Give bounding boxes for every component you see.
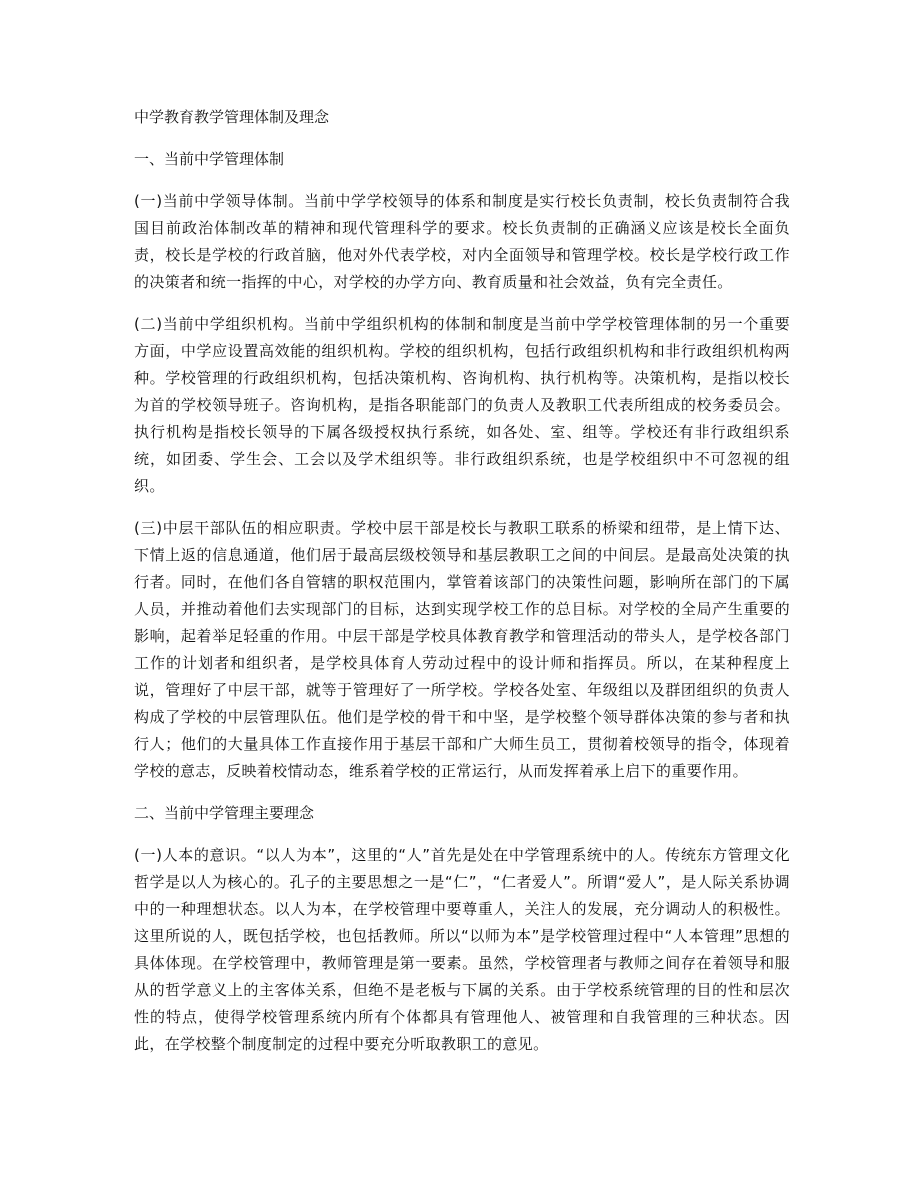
paragraph-leadership-system: (一)当前中学领导体制。当前中学学校领导的体系和制度是实行校长负责制，校长负责制符合我国目前政治体制改革的精神和现代管理科学的要求。校长负责制的正确涵义应该是校长全面负责，校长是学校的行政首脑，他对外代表学校，对内全面领导和管理学校。校长是学校行政工作的决策者和统一指挥的中心，对学校的办学方向、教育质量和社会效益，负有完全责任。: [134, 192, 790, 291]
paragraph-organization-structure: (二)当前中学组织机构。当前中学组织机构的体制和制度是当前中学学校管理体制的另一个重要方面，中学应设置高效能的组织机构。学校的组织机构，包括行政组织机构和非行政组织机构两种。学校管理的行政组织机构，包括决策机构、咨询机构、执行机构等。决策机构，是指以校长为首的学校领导班子。咨询机构，是指各职能部门的负责人及教职工代表所组成的校务委员会。执行机构是指校长领导的下属各级授权执行系统，如各处、室、组等。学校还有非行政组织系统，如团委、学生会、工会以及学术组织等。非行政组织系统，也是学校组织中不可忽视的组织。: [134, 315, 790, 495]
section-heading-1: 一、当前中学管理体制: [134, 150, 285, 168]
section-heading-2: 二、当前中学管理主要理念: [134, 804, 315, 822]
paragraph-middle-cadres: (三)中层干部队伍的相应职责。学校中层干部是校长与教职工联系的桥梁和纽带，是上情下达、下情上返的信息通道，他们居于最高层级校领导和基层教职工之间的中间层。是最高处决策的执行者。同时，在他们各自管辖的职权范围内，掌管着该部门的决策性问题，影响所在部门的下属人员，并推动着他们去实现部门的目标，达到实现学校工作的总目标。对学校的全局产生重要的影响，起着举足轻重的作用。中层干部是学校具体教育教学和管理活动的带头人，是学校各部门工作的计划者和组织者，是学校具体育人劳动过程中的设计师和指挥员。所以，在某种程度上说，管理好了中层干部，就等于管理好了一所学校。学校各处室、年级组以及群团组织的负责人构成了学校的中层管理队伍。他们是学校的骨干和中坚，是学校整个领导群体决策的参与者和执行人；他们的大量具体工作直接作用于基层干部和广大师生员工，贯彻着校领导的指令，体现着学校的意志，反映着校情动态，维系着学校的正常运行，从而发挥着承上启下的重要作用。: [134, 519, 790, 780]
document-title: 中学教育教学管理体制及理念: [134, 108, 330, 126]
paragraph-people-oriented: (一)人本的意识。“以人为本”，这里的“人”首先是处在中学管理系统中的人。传统东方管理文化哲学是以人为核心的。孔子的主要思想之一是“仁”，“仁者爱人”。所谓“爱人”，是人际关系协调中的一种理想状态。以人为本，在学校管理中要尊重人，关注人的发展，充分调动人的积极性。这里所说的人，既包括学校，也包括教师。所以“以师为本”是学校管理过程中“人本管理”思想的具体体现。在学校管理中，教师管理是第一要素。虽然，学校管理者与教师之间存在着领导和服从的哲学意义上的主客体关系，但绝不是老板与下属的关系。由于学校系统管理的目的性和层次性的特点，使得学校管理系统内所有个体都具有管理他人、被管理和自我管理的三种状态。因此，在学校整个制度制定的过程中要充分听取教职工的意见。: [134, 846, 790, 1053]
document-page: [134, 104, 790, 1058]
